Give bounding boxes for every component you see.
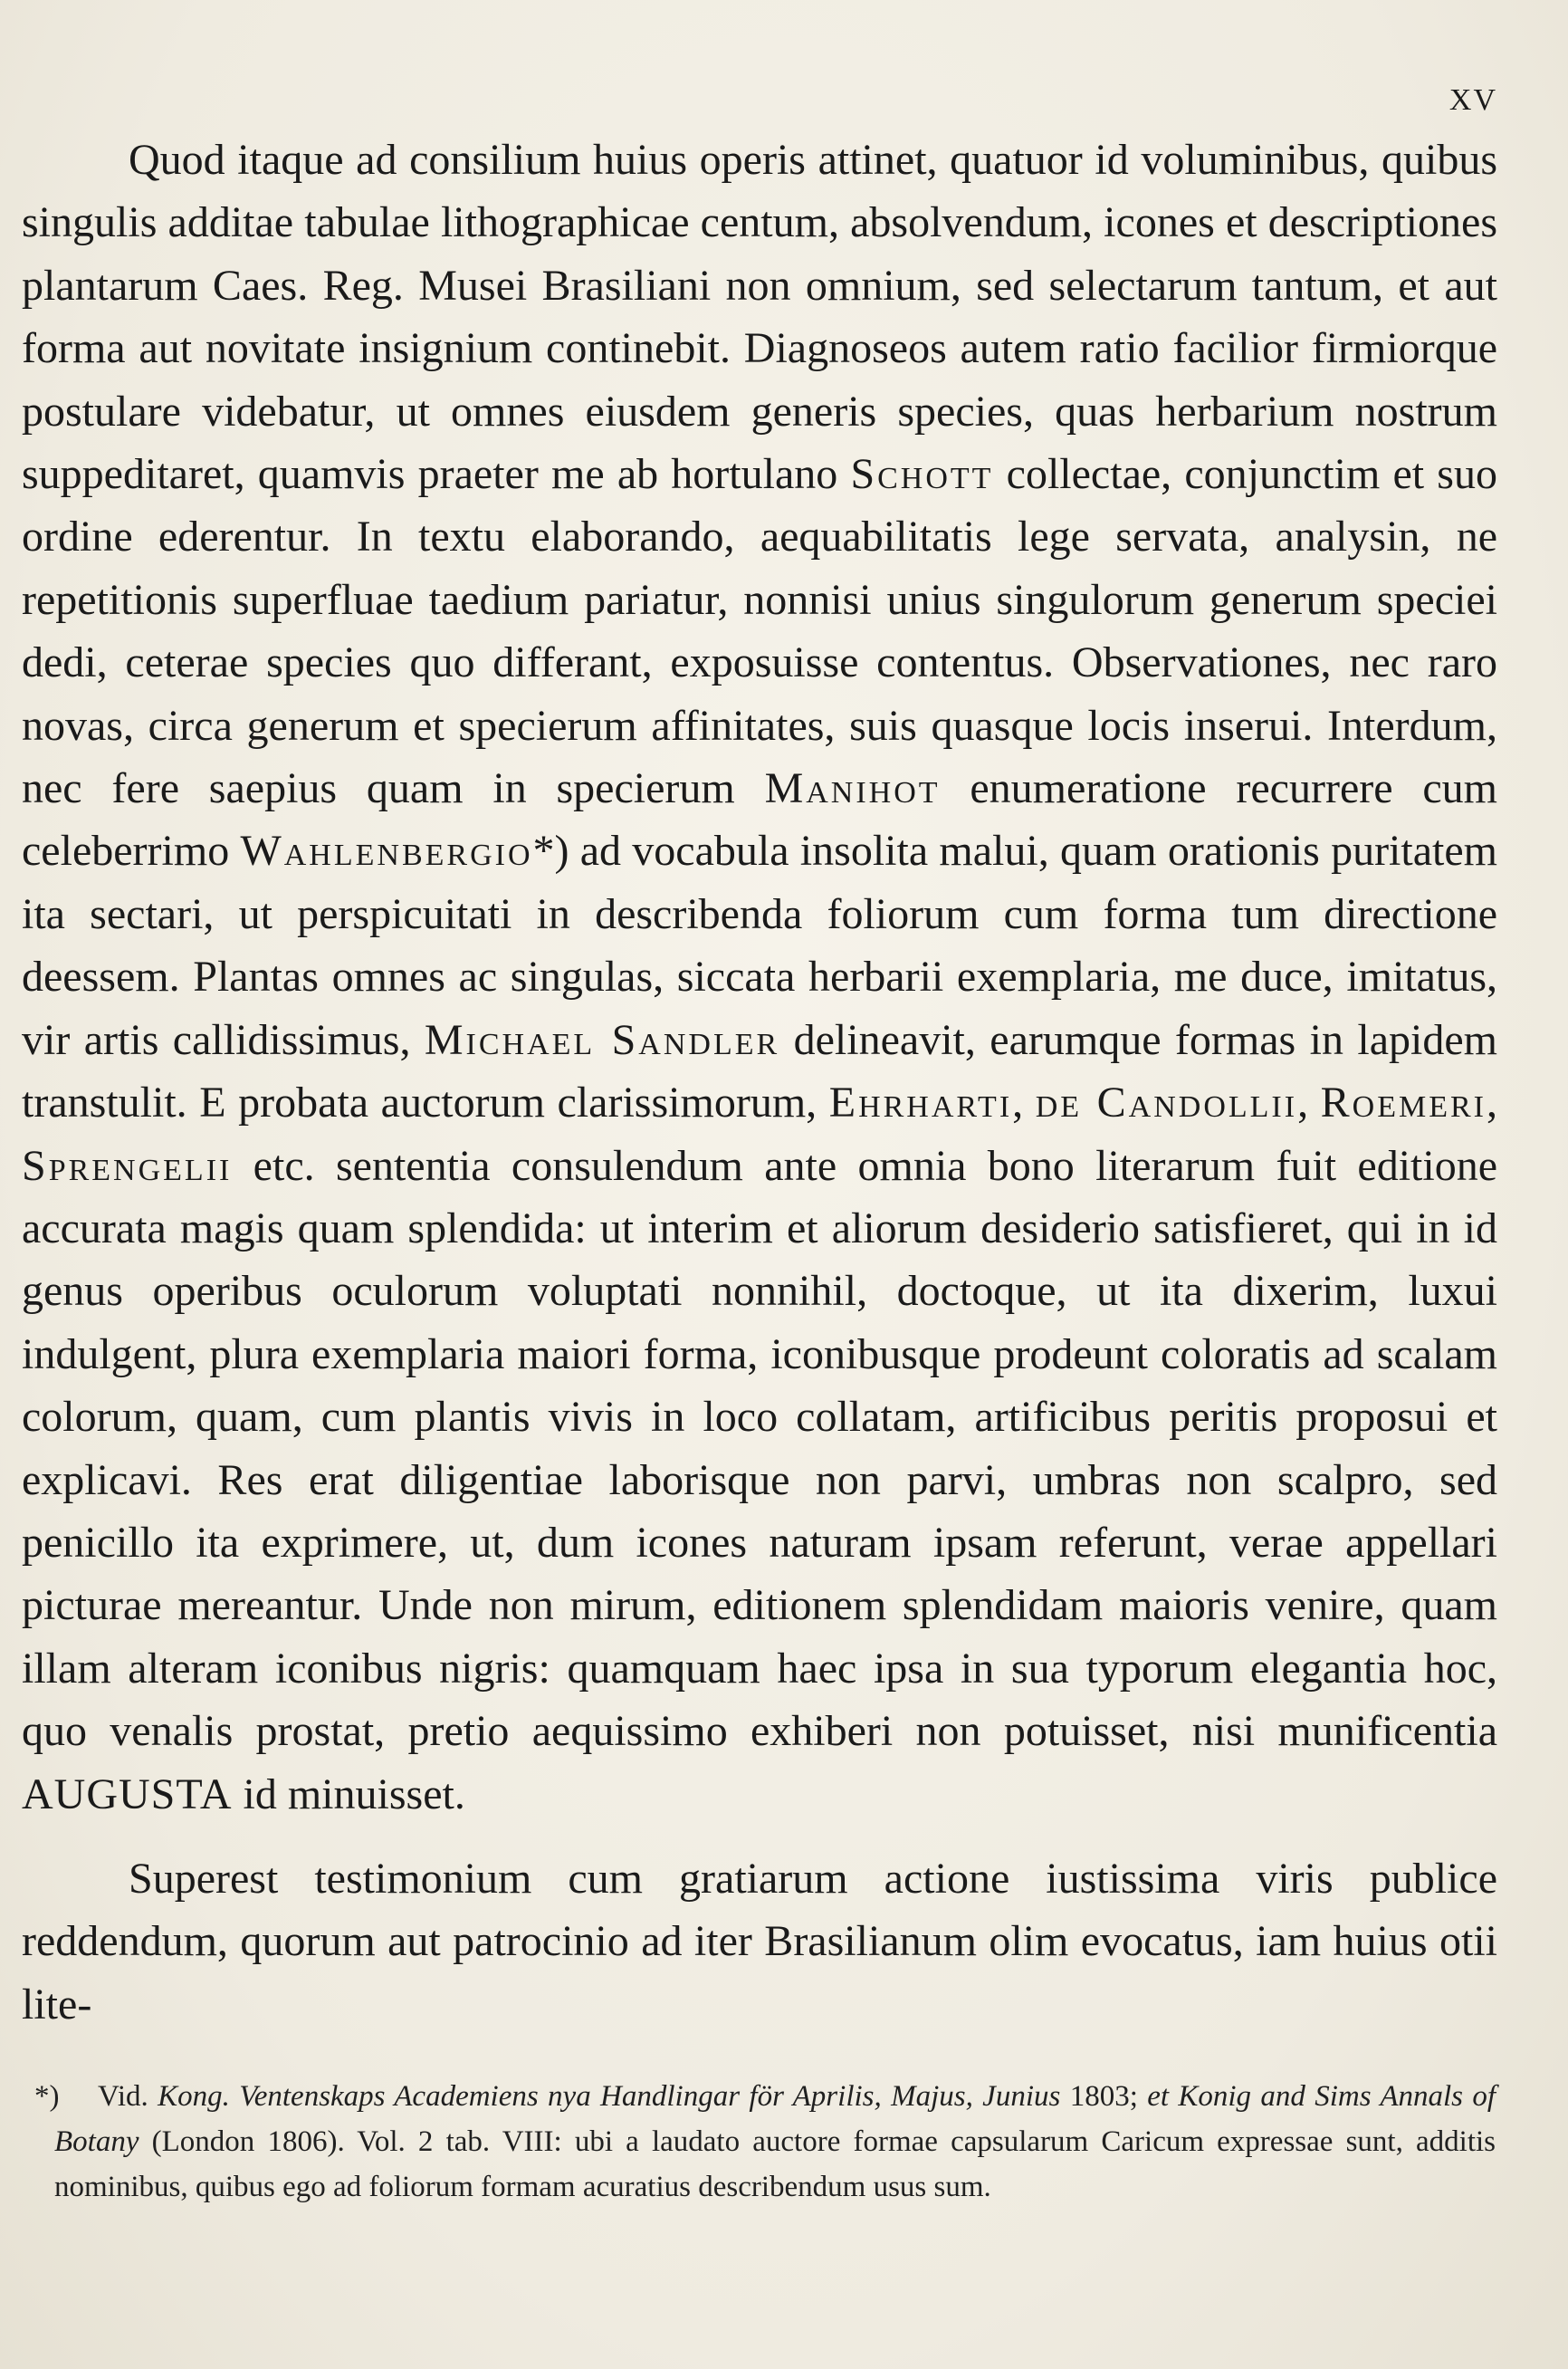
text-run: Quod itaque ad consilium huius operis attinet, quatuor id voluminibus, quibus singulis additae tabulae lithographicae centum, absolvendum, icones et descriptiones plantarum Caes. Reg. Musei Brasiliani non omnium, sed selectarum tantum, et aut forma aut novitate insignium continebit. Diagnoseos autem ratio facilior firmiorque postulare videbatur, ut omnes eiusdem generis species, quas herbarium nostrum suppeditaret, quamvis praeter me ab hortulano bbox=[22, 136, 1497, 499]
footnote-text: 1803; bbox=[1060, 2080, 1148, 2113]
name-ehrharti: Ehrharti bbox=[828, 1079, 1013, 1127]
footnote bbox=[34, 2074, 1496, 2210]
name-sprengelii: Sprengelii bbox=[22, 1141, 233, 1190]
name-wahlenbergio: Wahlenbergio bbox=[240, 827, 533, 876]
footnote-text: Vid. bbox=[98, 2080, 158, 2113]
footnote-reference: *) bbox=[532, 827, 569, 876]
name-sandler: Michael Sandler bbox=[424, 1015, 780, 1064]
name-roemeri: Roemeri bbox=[1320, 1079, 1487, 1127]
footnote-text: (London 1806). Vol. 2 tab. VIII: ubi a laudato auctore formae capsularum Caricum expressae sunt, additis nominibus, quibus ego ad foliorum formam acuratius describendum usus sum. bbox=[54, 2125, 1496, 2203]
paragraph-2: Superest testimonium cum gratiarum actione iustissima viris publice reddendum, quorum aut patrocinio ad iter Brasilianum olim evocatus, iam huius otii lite- bbox=[22, 1854, 1497, 2029]
word-augusta: AUGUSTA bbox=[22, 1770, 233, 1818]
page-number: XV bbox=[1448, 83, 1497, 117]
text-run: id minuisset. bbox=[232, 1770, 465, 1818]
text-run: , bbox=[1297, 1079, 1321, 1127]
text-run: , bbox=[1487, 1079, 1497, 1127]
paragraph-1 bbox=[22, 129, 1497, 1826]
name-schott: Schott bbox=[850, 450, 994, 499]
footnote-citation-1: Kong. Ventenskaps Academiens nya Handlingar för Aprilis, Majus, Junius bbox=[158, 2080, 1061, 2113]
text-run: delineavit, earumque formas in lapidem transtulit. E probata auctorum clarissimorum, bbox=[22, 1015, 1497, 1127]
name-manihot: Manihot bbox=[764, 764, 941, 813]
footnote-mark: *) bbox=[34, 2080, 60, 2113]
text-run: ad vocabula insolita malui, quam orationis puritatem ita sectari, ut perspicuitati in describenda foliorum cum forma tum directione deessem. Plantas omnes ac singulas, siccata herbarii exemplaria, me duce, imitatus, vir artis callidissimus, bbox=[22, 827, 1497, 1064]
text-run: , bbox=[1012, 1079, 1036, 1127]
main-text bbox=[22, 129, 1497, 2036]
text-run: etc. sententia consulendum ante omnia bono literarum fuit editione accurata magis quam splendida: ut interim et aliorum desiderio satisfieret, qui in id genus operibus oculorum voluptati nonnihil, doctoque, ut ita dixerim, luxui indulgent, plura exemplaria maiori forma, iconibusque prodeunt coloratis ad scalam colorum, quam, cum plantis vivis in loco collatam, artificibus peritis proposui et explicavi. Res erat diligentiae laborisque non parvi, umbras non scalpro, sed penicillo ita exprimere, ut, dum icones naturam ipsam referunt, verae appellari picturae mereantur. Unde non mirum, editionem splendidam maioris venire, quam illam alteram iconibus nigris: quamquam haec ipsa in sua typorum elegantia hoc, quo venalis prostat, pretio aequissimo exhiberi non potuisset, nisi munificentia bbox=[22, 1141, 1497, 1756]
name-candollii: de Candollii bbox=[1035, 1079, 1298, 1127]
footnote-citation-2: et Konig and Sims Annals of Botany bbox=[54, 2080, 1496, 2158]
text-run: enumeratione recurrere cum celeberrimo bbox=[22, 764, 1497, 876]
text-run: collectae, conjunctim et suo ordine ederentur. In textu elaborando, aequabilitatis lege servata, analysin, ne repetitionis superfluae taedium pariatur, nonnisi unius singulorum generum speciei dedi, ceterae species quo differant, exposuisse contentus. Observationes, nec raro novas, circa generum et specierum affinitates, suis quasque locis inserui. Interdum, nec fere saepius quam in specierum bbox=[22, 450, 1497, 813]
